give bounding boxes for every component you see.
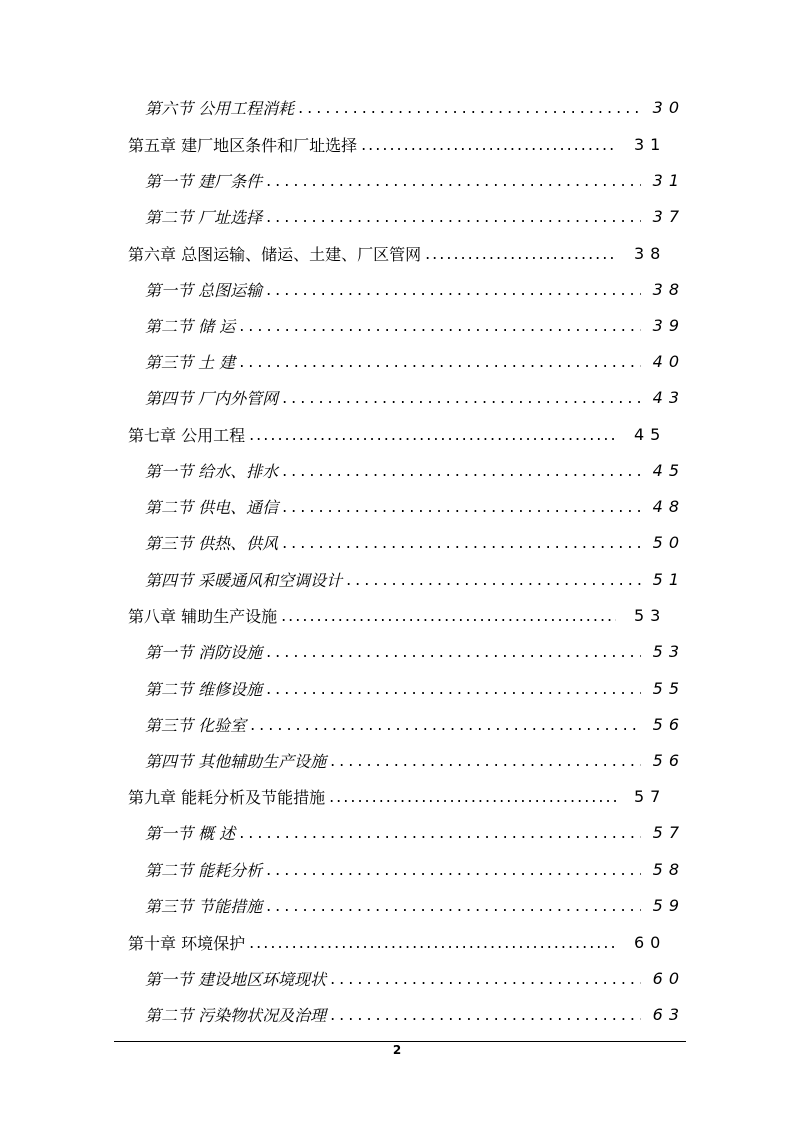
toc-entry[interactable] (145, 94, 685, 120)
toc-entry-page: 56 (652, 750, 685, 770)
toc-leader-dots (330, 1005, 641, 1024)
toc-entry[interactable] (145, 892, 685, 918)
toc-entry-title: 第二节 储 运 (145, 316, 236, 336)
toc-entry-page: 55 (652, 678, 685, 698)
toc-entry[interactable] (145, 747, 685, 773)
toc-entry-title: 第六章 总图运输、储运、土建、厂区管网 (128, 244, 422, 264)
toc-entry[interactable] (145, 675, 685, 701)
toc-leader-dots (266, 642, 641, 661)
toc-entry[interactable] (145, 965, 685, 991)
toc-entry[interactable] (128, 929, 668, 955)
toc-entry-page: 59 (652, 895, 685, 915)
toc-entry[interactable] (145, 1001, 685, 1027)
toc-leader-dots (425, 244, 616, 263)
toc-leader-dots (282, 461, 641, 480)
toc-leader-dots (266, 207, 641, 226)
toc-entry-page: 60 (652, 968, 685, 988)
toc-entry[interactable] (145, 711, 685, 737)
toc-entry-title: 第三节 节能措施 (145, 896, 263, 916)
toc-leader-dots (239, 823, 641, 842)
toc-entry[interactable] (128, 602, 668, 628)
toc-entry-title: 第一节 总图运输 (145, 280, 263, 300)
toc-entry-page: 43 (652, 387, 685, 407)
toc-entry-page: 58 (652, 859, 685, 879)
toc-entry-title: 第二节 维修设施 (145, 679, 263, 699)
toc-entry-page: 57 (634, 786, 667, 806)
toc-leader-dots (282, 388, 641, 407)
toc-entry[interactable] (145, 276, 685, 302)
toc-leader-dots (298, 98, 641, 117)
toc-entry-page: 56 (652, 714, 685, 734)
toc-leader-dots (249, 933, 616, 952)
toc-entry[interactable] (145, 348, 685, 374)
toc-leader-dots (266, 280, 641, 299)
toc-entry-page: 38 (634, 243, 667, 263)
toc-entry-title: 第一节 建设地区环境现状 (145, 969, 327, 989)
toc-entry-title: 第三节 化验室 (145, 715, 247, 735)
toc-entry-page: 50 (652, 532, 685, 552)
toc-entry-page: 45 (652, 460, 685, 480)
toc-entry-page: 53 (652, 641, 685, 661)
toc-leader-dots (346, 570, 641, 589)
toc-entry-title: 第六节 公用工程消耗 (145, 98, 295, 118)
toc-entry-page: 38 (652, 279, 685, 299)
toc-leader-dots (330, 751, 641, 770)
toc-leader-dots (282, 497, 641, 516)
toc-entry-title: 第八章 辅助生产设施 (128, 606, 278, 626)
toc-leader-dots (239, 316, 641, 335)
toc-entry-title: 第二节 厂址选择 (145, 207, 263, 227)
toc-entry-page: 51 (652, 569, 685, 589)
toc-entry[interactable] (145, 312, 685, 338)
toc-entry[interactable] (145, 856, 685, 882)
toc-entry[interactable] (128, 783, 668, 809)
toc-entry-title: 第九章 能耗分析及节能措施 (128, 787, 326, 807)
toc-leader-dots (281, 606, 616, 625)
toc-entry-title: 第二节 供电、通信 (145, 497, 279, 517)
toc-entry-title: 第三节 土 建 (145, 352, 236, 372)
toc-entry[interactable] (128, 131, 668, 157)
toc-entry[interactable] (128, 421, 668, 447)
toc-entry[interactable] (145, 566, 685, 592)
toc-entry-page: 37 (652, 206, 685, 226)
toc-leader-dots (266, 860, 641, 879)
toc-leader-dots (330, 969, 641, 988)
toc-entry-page: 39 (652, 315, 685, 335)
toc-entry[interactable] (145, 457, 685, 483)
toc-leader-dots (282, 533, 641, 552)
toc-entry-title: 第五章 建厂地区条件和厂址选择 (128, 135, 358, 155)
toc-entry[interactable] (145, 819, 685, 845)
toc-entry-title: 第四节 采暖通风和空调设计 (145, 570, 343, 590)
toc-entry-page: 30 (652, 97, 685, 117)
toc-entry-title: 第二节 污染物状况及治理 (145, 1005, 327, 1025)
toc-entry-title: 第三节 供热、供风 (145, 533, 279, 553)
toc-entry-page: 31 (652, 170, 685, 190)
toc-leader-dots (361, 135, 616, 154)
toc-entry[interactable] (145, 493, 685, 519)
toc-entry-title: 第二节 能耗分析 (145, 860, 263, 880)
toc-leader-dots (329, 787, 616, 806)
toc-leader-dots (249, 425, 616, 444)
toc-entry-page: 31 (634, 134, 667, 154)
toc-leader-dots (239, 352, 641, 371)
toc-entry-page: 48 (652, 496, 685, 516)
toc-entry-page: 53 (634, 605, 667, 625)
toc-entry[interactable] (145, 203, 685, 229)
toc-leader-dots (266, 679, 641, 698)
toc-entry-title: 第一节 概 述 (145, 823, 236, 843)
toc-entry-title: 第四节 其他辅助生产设施 (145, 751, 327, 771)
toc-entry-page: 45 (634, 424, 667, 444)
page-number: 2 (392, 1043, 402, 1057)
toc-leader-dots (250, 715, 641, 734)
toc-entry-page: 63 (652, 1004, 685, 1024)
toc-entry[interactable] (145, 529, 685, 555)
toc-entry[interactable] (128, 240, 668, 266)
toc-entry-title: 第十章 环境保护 (128, 933, 246, 953)
toc-entry[interactable] (145, 167, 685, 193)
footer-divider (114, 1041, 686, 1042)
toc-leader-dots (266, 896, 641, 915)
toc-entry[interactable] (145, 384, 685, 410)
toc-entry-page: 57 (652, 822, 685, 842)
toc-entry-title: 第一节 消防设施 (145, 642, 263, 662)
toc-entry-title: 第一节 给水、排水 (145, 461, 279, 481)
toc-entry-title: 第七章 公用工程 (128, 425, 246, 445)
toc-leader-dots (266, 171, 641, 190)
toc-entry[interactable] (145, 638, 685, 664)
toc-entry-page: 60 (634, 932, 667, 952)
toc-entry-title: 第四节 厂内外管网 (145, 388, 279, 408)
toc-entry-title: 第一节 建厂条件 (145, 171, 263, 191)
toc-entry-page: 40 (652, 351, 685, 371)
